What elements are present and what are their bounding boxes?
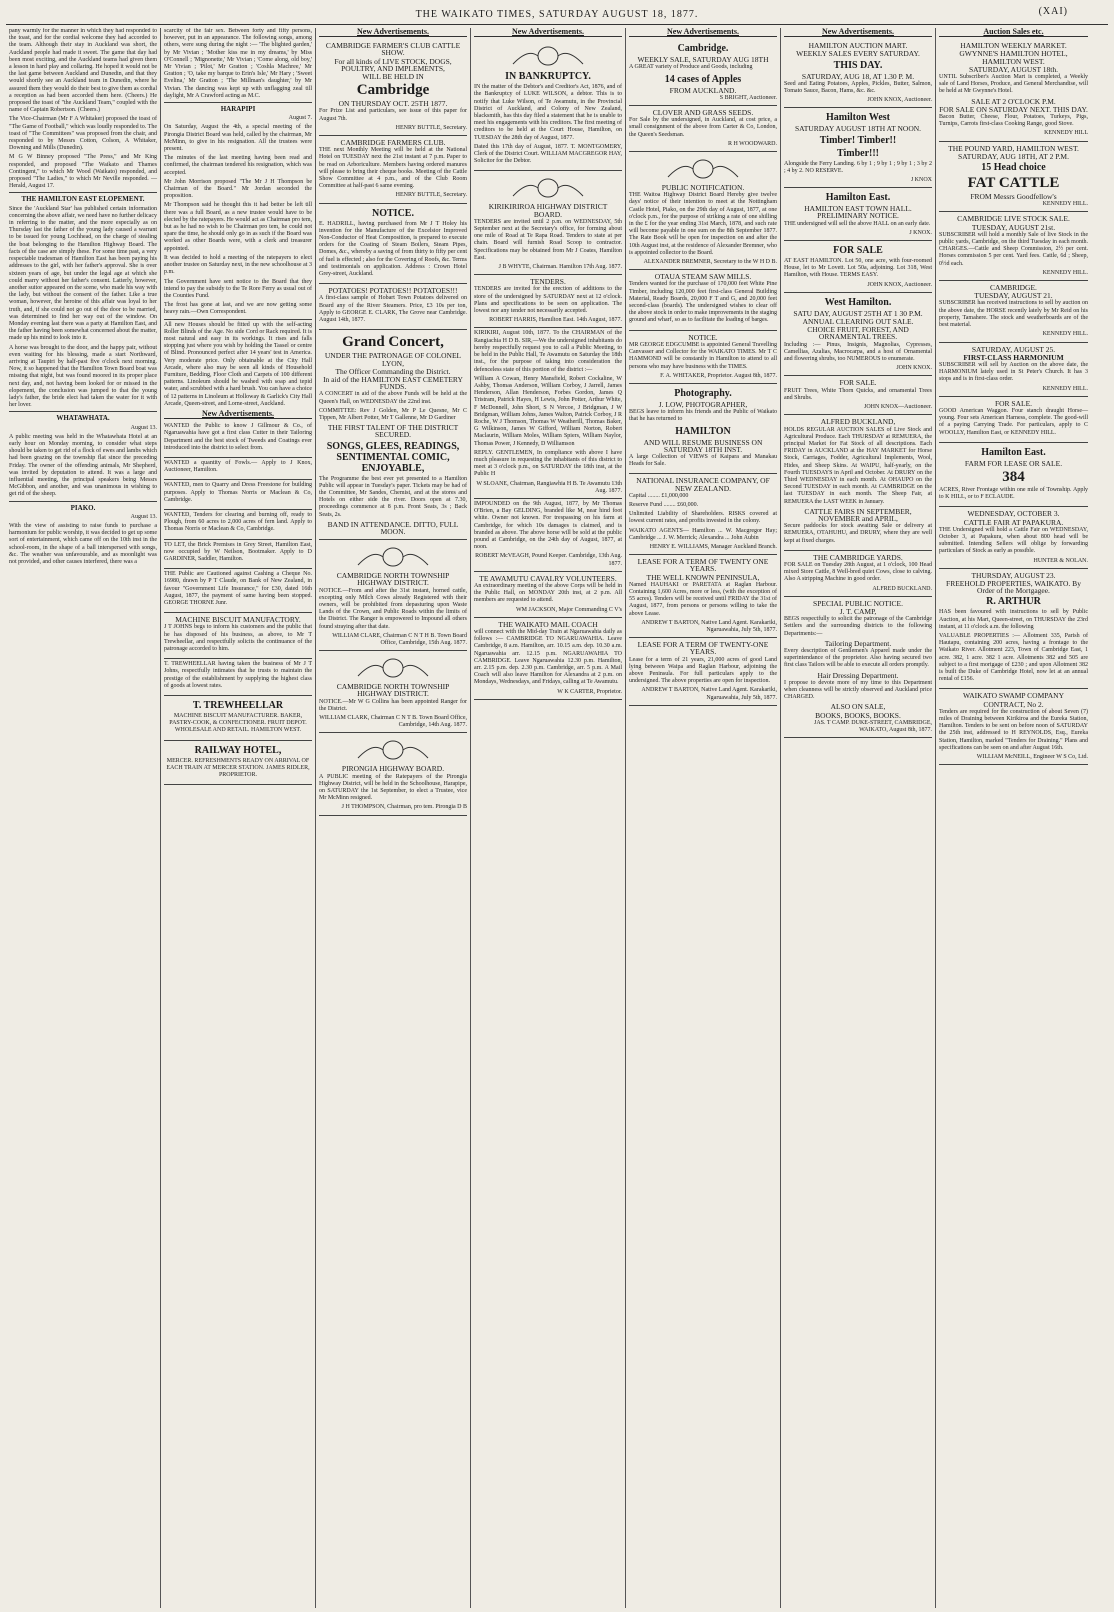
ad-title: NATIONAL INSURANCE COMPANY, OF NEW ZEALAND. [636, 476, 770, 493]
ad-heading: T. TREWHEELLAR [192, 700, 284, 712]
ad-title: FOR SALE. [994, 398, 1033, 408]
advertisement [319, 330, 467, 540]
article-date: August 7. [288, 115, 312, 122]
ad-text: J. LOW, PHOTOGRAPHER, [658, 399, 748, 409]
article-text: The minutes of the last meeting having been read and confirmed, the chairman tendered his resignation, which was accepted. [164, 155, 312, 176]
ad-text: FARM FOR LEASE OR SALE. [964, 458, 1063, 468]
article-date: August 13. [130, 513, 157, 520]
advertisement [939, 507, 1088, 568]
ad-heading: Hamilton East. [981, 446, 1046, 458]
ad-signature: WILLIAM McNEILL, Engineer W S Co, Ltd. [976, 754, 1088, 761]
column-2 [161, 28, 316, 1608]
advertisement [319, 733, 467, 815]
article-title: PIAKO. [70, 503, 96, 512]
ad-text: BEGS respectfully to solicit the patronage of the Cambridge Settlers and the surrounding districts to the following Departments:— [784, 616, 932, 637]
ad-text: REPLY. GENTLEMEN, In compliance with above I have much pleasure in requesting the inhabitants of this district to meet at 3 o'clock p.m., on SATURDAY the 18th inst, at the Public H [474, 449, 622, 478]
ad-text: WANTED, Tenders for clearing and burning off, ready to Plough, from 60 acres to 2,000 acres of fern land. Apply to Thomas Norris or Maclean & Co, Cambridge. [164, 511, 312, 533]
coat-of-arms-icon [348, 545, 438, 569]
advertisement [784, 551, 932, 597]
ad-heading: RAILWAY HOTEL, [194, 744, 282, 756]
ad-text: A GREAT variety of Produce and Goods, including [629, 64, 753, 71]
article-text: scarcity of the fair sex. Between forty and fifty persons, however, put in an appearance. The following songs, among others, were sung during the night :— 'The blighted garden,' by Mr Vivian ; 'Mother kiss me in my dreams,' by Miss O'Connell ; 'Mignonette,' Mr Vivian ; 'Come along, old boy,' Mr Vivian ; 'Pilot,' Mr Gratton ; 'Coshla Machree,' Mr Gratton ; 'O, take my barque to Erin's Isle,' Mr Hary ; 'Sweet Evelina,' Mr Gratton ; 'The Millman's daughter,' by Mr Vivian. The dancing was kept up with unflagging zeal till daylight, Mr A Crawford acting as M.C. [164, 28, 312, 99]
ad-text: will connect with the Mid-day Train at Ngaruawahia daily as follows :— CAMBRIDGE TO NGARUAWAHIA. Leave Cambridge, 8 a.m. Hamilton, arr. 10.15 a.m. dep. 10.30 a.m. Ngaruawahia arr. 12.15 p.m. NGARUAWAHIA TO CAMBRIDGE. Leave Ngaruawahia 12.30 p.m. Hamilton, arr. 2.15 p.m. dep. 2.30 p.m. Cambridge, arr. 5 p.m. A Mail Coach will also leave Hamilton for Alexandra at 2 p.m. on Mondays, Wednesdays, and Fridays, calling at Te Awamutu. [474, 629, 622, 686]
ad-title: PUBLIC NOTIFICATION. [661, 183, 745, 193]
advertisement [319, 39, 467, 136]
advertisement [629, 384, 777, 474]
ad-text: FROM AUCKLAND. [669, 85, 737, 95]
ad-heading: FAT CATTLE [967, 175, 1060, 192]
advertisement [784, 108, 932, 188]
ad-text: TUESDAY, AUGUST 21st. [971, 222, 1056, 232]
ad-title: TENDERS. [530, 277, 566, 287]
ad-signature: ALEXANDER BREMNER, Secretary to the W H D B. [643, 259, 777, 266]
advertisement [629, 39, 777, 106]
ad-text: IN the matter of the Debtor's and Creditor's Act, 1876, and of the Bankruptcy of LUKE WILSON, a debtor. This is to notify that Luke Wilson, of Te Awamutu, in the Provincial District of Auckland, and Colony of New Zealand, blacksmith, has this day filed a statement that he is unable to meet his engagements with his creditors. The first meeting of creditors to be held at the Court House, Hamilton, on TUESDAY the 28th day of August, 1877. [474, 84, 622, 141]
article-text: On Saturday, August the 4th, a special meeting of the Pirongia District Board was held, called by the chairman, Mr McMinn, to give in his resignation. All the trustees were present. [164, 124, 312, 153]
ad-signature: KENNEDY HILL. [1042, 201, 1088, 208]
ad-text: Every description of Gentlemen's Apparel made under the superintendance of the proprietor. Also having secured two first class Tailors will be able to execute all orders promptly. [784, 647, 932, 669]
advertisement [164, 741, 312, 786]
advertisement [474, 39, 622, 171]
advertisement [939, 212, 1088, 281]
ad-text: AT EAST HAMILTON. Lot 50, one acre, with four-roomed House, let to Mr Lovett. Lot 50a, adjoining. Lot 318, West Hamilton, with House. TERMS EASY. [784, 258, 932, 279]
ad-signature: KENNEDY HILL. [1042, 385, 1088, 392]
ad-text: Tenders are required for the construction of about Seven (7) miles of Draining between Kirikiroa and the Eureka Station, Hamilton. Tenders to be sent on before noon of SATURDAY the 25th inst, addressed to H REYNOLDS, Esq., Eureka Station, Hamilton, marked "Tenders for Draining." Plans and specifications can be seen on and after August 16th. [939, 708, 1088, 751]
article-text: The frost has gone at last, and we are now getting some heavy rain.—Own Correspondent. [164, 302, 312, 316]
coat-of-arms-icon [348, 738, 438, 762]
ad-heading: Hamilton West [826, 112, 890, 124]
ad-text: The Programme the best ever yet presented to a Hamilton Public will appear in Tuesday's paper. Tickets may be had of the Committee, Mr Sandes, Chemist, and at the stores and Hotels on either side the river. Doors open at 7.30, proceedings commence at 8 p.m. Front Seats, 3s ; Back Seats, 2s. [319, 475, 467, 518]
ad-signature: HENRY BUTTLE, Secretary. [395, 192, 467, 199]
ad-signature: WILLIAM CLARK, Chairman C N T B. Town Board Office, Cambridge, 14th Aug. 1877. [319, 715, 467, 729]
ad-title: PIRONGIA HIGHWAY BOARD. [341, 764, 445, 774]
ad-text: A CONCERT in aid of the above Funds will be held at the Queen's Hall, on WEDNESDAY the 22nd inst. [319, 391, 467, 405]
ad-signature: ALFRED BUCKLAND. [872, 585, 932, 592]
ad-title: CAMBRIDGE NORTH TOWNSHIP HIGHWAY DISTRICT. [336, 571, 450, 588]
advertisement [939, 569, 1088, 690]
ad-heading: Timber! Timber!! [819, 134, 897, 146]
ad-text: J T JOHNS begs to inform his customers and the public that he has disposed of his business, as above, to Mr T Trewheellar, and respectfully solicits the continuance of the patronage accorded to him. [164, 624, 312, 653]
article-text: All new Houses should be fitted up with the self-acting Roller Blinds of the Age. No side Cord or Rack required. It is most natural and easy in its workings. It rises and falls stopping just where you wish by holding the Tassel or centre of Blind. Pronounced perfect after 14 years' test in America. Very moderate price. Only obtainable at the City Hall Arcade, where also may be seen all kinds of Household Furniture, Bedding, Floor Cloth and Carpets of 100 different patterns. Linoleum should be washed with soap and tepid water, and scrubbed with a hard brush. You can have a choice of 12 patterns in Linoleum at Holloway & Garlick's City Hall Arcade, Queen-street, and Lorne-street, Auckland. [164, 321, 312, 407]
ad-heading: FIRST-CLASS HARMONIUM [963, 352, 1064, 362]
ad-text: ON THURSDAY OCT. 25TH 1877. [338, 99, 448, 109]
advertisement [474, 171, 622, 275]
article-text: Mr John Morrison proposed "The Mr J H Thompson be Chairman of the Board." Mr Jordan seconded the proposition. [164, 178, 312, 200]
ad-text: UNDER THE PATRONAGE OF COLONEL LYON, [324, 351, 462, 368]
ad-text: FRUIT Trees, White Thorn Quicks, and ornamental Trees and Shrubs. [784, 387, 932, 401]
ad-text: CHOICE FRUIT, FOREST, AND ORNAMENTAL TREES. [807, 325, 909, 342]
ad-text: A PUBLIC meeting of the Ratepayers of the Pirongia Highway District, will be held in the Schoolhouse, Harapipe, on SATURDAY the 1st September, to elect a Trustee, vice Mr McMinn resigned. [319, 773, 467, 802]
ad-text: Including :— Pinus, Insignis, Magnolias, Cypresses, Camellias, Azalias, Macrocarpa, and a host of Ornamental and flowering shrubs, too NUMEROUS to enumerate. [784, 341, 932, 363]
advertisement [629, 331, 777, 384]
ad-text: TENDERS are invited until 2 p.m. on WEDNESDAY, 5th September next at the Secretary's office, for forming about one mile of Road at Te Rapa Road. Tenders to state at per chain. Board will furnish Road Scoop to contractor. Specifications may be obtained from Mr J Coates, Hamilton East. [474, 218, 622, 261]
advertisement [319, 651, 467, 733]
ad-text: THE POUND YARD, HAMILTON WEST. [948, 143, 1079, 153]
advertisement [164, 421, 312, 458]
advertisement [474, 499, 622, 572]
article-text: The Vice-Chairman (Mr F A Whitaker) proposed the toast of "The Game of Football," which was loudly responded to. The toast of "The Committees" was proposed from the chair, and responded to by Messrs Cotton, Colson, A Whitaker, Downing and Mills (Dunedin). [9, 116, 157, 152]
ad-signature: J KNOX [910, 177, 932, 184]
ad-heading: Timber!!! [836, 147, 880, 159]
ad-text: SUBSCRIBER will sell by Auction on the above date, the HARMONIUM lately used in St Peter's Church. It has 3 stops and is in first-class order. [939, 361, 1088, 383]
masthead [6, 4, 1108, 25]
divider [164, 102, 312, 103]
article-text: Mr Thompson said he thought this it had better be left till there was a full Board, as a new trustee would have to be elected by the ratepayers. He would act as Chairman pro tem, but as he had no wish to be Chairman pro tem, he could not spare the time, he should only go in as such if the Board was worked as other Boards were, with a clerk and treasurer appointed. [164, 202, 312, 252]
column-1 [6, 28, 161, 1608]
ad-signature: W SLOANE, Chairman, Rangiawhia H B. Te Awamutu 13th Aug. 1877. [476, 480, 622, 494]
ad-title: POTATOES! POTATOES!! POTATOES!!! [328, 286, 458, 296]
advertisement [939, 343, 1088, 397]
ad-text: MERCER. REFRESHMENTS READY ON ARRIVAL OF EACH TRAIN AT MERCER STATION. JAMES RIDLER, PROPRIETOR. [166, 757, 310, 779]
ad-text: SATURDAY, AUGUST 18th. [968, 64, 1059, 74]
ad-title: SATURDAY, AUGUST 25. [971, 344, 1056, 354]
article-text: pany warmly for the manner in which they had responded to the toast, and for the cordial welcome they had accorded to the team. Although their stay in Auckland was short, the Auckland people had made it sweet. The game that day had been most exciting, and the Auckland teams had given them a lesson in hard play and collaring. He hoped it would not be the last game between Auckland and Dunedin, and that they would shortly see an Auckland team in Dunedin, where he assured them they would do their best to give them as cordial a reception as had been accorded them here. (Cheers.) He proposed the toast of "the Auckland Team," coupled with the name of Captain Robertson. (Cheers.) [9, 28, 157, 114]
ad-title: CAMBRIDGE. [990, 283, 1037, 293]
column-6 [781, 28, 936, 1608]
ad-text: AND WILL RESUME BUSINESS ON SATURDAY 18TH INST. [643, 437, 763, 454]
ad-signature: KENNEDY HILL. [1042, 331, 1088, 338]
ad-text: SATURDAY, AUG 18TH, AT 2 P.M. [958, 151, 1069, 161]
ad-text: T. TREWHEELLAR having taken the business of Mr J T Johns, respectfully intimates that he trusts to maintain the prestige of the establishment by supplying the highest class of goods at lowest rates. [164, 661, 312, 689]
ad-signature: KENNEDY HILL [1044, 130, 1088, 137]
article-text: Since the 'Auckland Star' has published certain information concerning the above affair, we need have no further delicacy in referring to the matter, and the more especially as on Thursday last the father of the young lady caused a warrant to be issued for young Lochhead, on the charge of stealing the boat belonging to the Hamilton Highway Board. The facts of the case are simply these. For some time past, a very respectable tradesman of Hamilton East has been paying his addresses to the girl, with her father's approval. She is over sixteen years of age, but under the legal age at which she could marry without her father's consent. Latterly, however, another suitor appeared on the scene, who made his way with the lady, but without the consent of the father. Like a true woman, however, the heroine of this affair was loyal to her truth, and, if she could not go out of the door to be married, was determined to find her way out of the window. On Monday evening last there was a party at Hamilton East, and the father having been somewhat concerned about the matter, made up his mind to look into it. [9, 205, 157, 342]
ad-heading: 15 Head choice [981, 162, 1046, 174]
ad-text: E. HADRILL, having purchased from Mr J T Holey his invention for the Manufacture of the Excelsior Improved Non-Conductor of Heat Composition, is prepared to execute orders for the Coating of Steam Boilers, Steam Pipes, Domes, &c., whereby a saving of from thirty to fifty per cent of fuel is effected ; also for the Covering of Roofs, &c. Terms and testimonials on application. Address : Crown Hotel Grey-street, Auckland. [319, 220, 467, 278]
article-date: August 13. [130, 424, 157, 431]
ad-signature: ROBERT HARRIS, Hamilton East. 14th August, 1877. [489, 317, 622, 324]
advertisement [474, 328, 622, 498]
ad-text: KIRIKIRI, August 10th, 1877. To the CHAIRMAN of the Rangiachia H D B. SIR,—We the undersigned inhabitants do hereby respectfully request you to call a Public Meeting, to be held in the Public Hall, Te Awamutu on Saturday the 18th inst., for the purpose of taking into consideration the defenceless state of this portion of the district :— [474, 330, 622, 373]
advertisement [629, 152, 777, 270]
ad-text: SATURDAY, AUG 18, AT 1.30 P. M. [801, 71, 915, 81]
advertisement [164, 696, 312, 741]
ad-signature: J KNOX. [909, 229, 932, 236]
ad-text: BOOKS, BOOKS, BOOKS. [815, 710, 901, 720]
ad-text: Tenders wanted for the purchase of 170,000 feet White Pine Timber, including 120,000 feet first-class General Building Material, Ready Boards, 20,000 F T and G, and 20,000 feet second-class (boards). The undersigned wishes to clear off the above stock in order to make improvements in the staging ground and wharf, so as to facilitate the loading of barges. [629, 281, 777, 324]
ad-title: LEASE FOR A TERM OF TWENTY-ONE YEARS. [637, 640, 769, 657]
ad-heading: THIS DAY. [833, 59, 883, 71]
ad-heading: Hamilton East. [825, 192, 891, 204]
section-header: New Advertisements. [319, 28, 467, 37]
ad-text: HOLDS REGULAR AUCTION SALES of Live Stock and Agricultural Produce. Each THURSDAY at REMUERA, the principal Market for Fat Stock of all descriptions. Each FRIDAY in AUCKLAND at the HAY MARKET for Horse Stock, Carriages, Fodder, Agricultural Implements, Wool, Hides, and Sheep Skins. At WAIPU, half-yearly, on the Fourth TUESDAYS in April and October. At DRURY on the Third WEDNESDAY in each month. At OHAUPO on the Second TUESDAY in each month. At CAMBRIDGE on the last TUESDAY in each month. The Sheep Fair, at REMUERA the LAST WEEK in January. [784, 426, 932, 505]
article-text: The Government have sent notice to the Board that they intend to pay the subsidy to the Te Rore Ferry as usual out of the Counties Fund. [164, 278, 312, 299]
coat-of-arms-icon [503, 176, 593, 200]
ad-signature: WILLIAM CLARE, Chairman C N T H B. Town Board Office, Cambridge, 15th Aug. 1877. [332, 632, 467, 646]
ad-text: CONTRACT, No 2. [983, 699, 1044, 709]
ad-text: COMMITTEE: Rev J Golden, Mr P Le Quesne, Mr C Tippen, Mr Albert Potter, Mr T Gallenne, Mr D Gardiner [319, 407, 467, 421]
ad-signature: WM JACKSON, Major Commanding C V's [516, 606, 622, 613]
ad-title: THE WAIKATO MAIL COACH [498, 619, 598, 629]
ad-heading: West Hamilton. [824, 296, 892, 308]
coat-of-arms-icon [503, 44, 593, 68]
ad-text: UNTIL Subscriber's Auction Mart is completed, a Weekly sale of Land Horses, Produce, and General Merchandise, will be held at Mr Gwynne's Hotel. [939, 74, 1088, 95]
advertisement [319, 540, 467, 651]
advertisement [784, 597, 932, 738]
ad-text: WEEKLY SALES EVERY SATURDAY. [796, 49, 920, 59]
ad-title: OTAUA STEAM SAW MILLS. [654, 272, 752, 282]
advertisement [319, 284, 467, 330]
ad-signature: F. A. WHITAKER, Proprietor. August 8th, 1877. [660, 372, 777, 379]
ad-text: IMPOUNDED on the 9th August, 1877, by Mr Thomas O'Brien, a Bay GELDING, branded like M, near hind foot white. Owner not known. For trespassing on his farm at Cambridge, for which 10s damages is claimed, and is branded as above. The above horse will be sold at the public pound at Cambridge, on the 24th day of August, 1877, at noon. [474, 500, 622, 551]
advertisement [164, 569, 312, 613]
ad-signature: HUNTER & NOLAN. [1033, 557, 1088, 564]
ad-text: TUESDAY, AUGUST 21. [974, 291, 1053, 301]
coat-of-arms-icon [348, 656, 438, 680]
advertisement [784, 188, 932, 241]
advertisement [629, 270, 777, 330]
ad-text: SUBSCRIBER has received instructions to sell by auction on the above date, the HORSE recently lately by Mr Reid on his property, Tamahere. The stock and weatherboards are of the best material. [939, 300, 1088, 329]
ad-title: THURSDAY, AUGUST 23. [971, 570, 1056, 580]
ad-signature: R H WOODWARD. [727, 140, 777, 147]
ad-signature: ROBERT McVEAGH, Pound Keeper. Cambridge, 13th Aug. 1877. [475, 553, 622, 567]
ad-text: CATTLE FAIR AT PAPAKURA. [963, 517, 1064, 527]
section-header: New Advertisements. [474, 28, 622, 37]
ad-signature: JOHN KNOX—Auctioneer. [864, 404, 932, 411]
ad-signature: JOHN KNOX. [896, 365, 932, 372]
ad-text: Named HAUHAKI or PARETATA at Raglan Harbour. Containing 1,600 Acres, more or less, (with the exception of 55 acres). Tenders will be received until FRIDAY the 31st of August, 1877, from persons or persons willing to take the above Lease. [629, 581, 777, 617]
ad-text: Hair Dressing Department. [817, 670, 899, 680]
ad-heading: NOTICE. [372, 207, 414, 219]
article-text: It was decided to hold a meeting of the ratepayers to elect another trustee on Saturday next, in the new schoolhouse at 3 p.m. [164, 254, 312, 276]
ad-title: SPECIAL PUBLIC NOTICE. [813, 598, 903, 608]
section-header: Auction Sales etc. [939, 28, 1088, 37]
ad-signature: HENRY E. WILLIAMS, Manager Auckland Branch. [649, 543, 777, 550]
ad-text: Bacon Butter, Cheese, Flour, Potatoes, Turkeys, Pigs, Turnips, Carrots first-class Cooking Range, good Stove. [939, 114, 1088, 128]
ad-text: WANTED a quantity of Fowls.— Apply to J Knox, Auctioneer, Hamilton. [164, 459, 312, 474]
ad-text: BEGS leave to inform his friends and the Public of Waikato that he has returned to [629, 409, 777, 423]
advertisement [164, 458, 312, 480]
ad-heading: Photography. [674, 387, 732, 399]
ad-title: KIRIKIRIROA HIGHWAY DISTRICT BOARD. [488, 202, 608, 219]
ad-heading: SONGS, GLEES, READINGS, SENTIMENTAL COMIC, ENJOYABLE, [326, 440, 460, 474]
advertisement [164, 480, 312, 510]
ad-title: FOR SALE. [839, 378, 877, 388]
advertisement [474, 275, 622, 328]
advertisement [164, 613, 312, 659]
advertisement [629, 474, 777, 555]
advertisement [164, 540, 312, 570]
advertisement [319, 136, 467, 204]
ad-signature: J H THOMPSON, Chairman, pro tem. Pirongia D B [341, 804, 467, 811]
advertisement [939, 39, 1088, 141]
ad-text: Unlimited Liability of Shareholders. RISKS covered at lowest current rates, and profits invested in the colony. [629, 511, 777, 525]
ad-title: NOTICE. [688, 332, 718, 342]
ad-title: LEASE FOR A TERM OF TWENTY ONE YEARS. [637, 557, 769, 574]
ad-text: A large Collection of VIEWS of Kaipara and Manakau Heads for Sale. [629, 453, 777, 468]
article-text: A horse was brought to the door, and the happy pair, without even waiting for his blessing, made a start Northward, arriving at Taupiri by half-past five o'clock next morning. Now, it so happened that the Hamilton Town Board boat was missing that night, but was found moored in its proper place next day, and, not having been looked for or missed in the elopement, the conclusion was jumped to that the young lady's father, the bride elect had taken the water for it with her lover. [9, 344, 157, 409]
ad-text: ALSO ON SALE, [830, 702, 886, 712]
ad-text: FOR SALE on Tuesday 28th August, at 1 o'clock, 100 Head mixed Store Cattle, 8 Well-bred quiet Cows, close to calving. Also A stripping Machine in good order. [784, 561, 932, 583]
ad-title: HAMILTON WEEKLY MARKET. [960, 41, 1067, 51]
ad-signature: JAS. T CAMP. DUKE-STREET, CAMBRIDGE, WAIKATO, August 8th, 1877. [813, 719, 932, 734]
ad-text: For all kinds of LIVE STOCK, DOGS, POULTRY, AND IMPLEMENTS, [334, 56, 452, 73]
advertisement [629, 555, 777, 638]
ad-heading: HAMILTON [675, 425, 731, 437]
ad-heading: FOR SALE [833, 245, 883, 257]
advertisement [474, 572, 622, 618]
ad-text: THE Public are Cautioned against Cashing a Cheque No. 16980, drawn by P T Claude, on Bank of New Zealand, in favour "Government Life Insurance," for £30, dated 16th August, 1877, the payment of same having been stopped. GEORGE THORNE Junr. [164, 571, 312, 607]
ad-text: WEEKLY SALE, SATURDAY AUG 18TH [637, 55, 769, 65]
article-text: With the view of assisting to raise funds to purchase a harmonium for public worship, it was decided to get up some sort of entertainment, which came off on the 10th inst in the school-room, in the shape of a ball interspersed with songs, &c. The weather was unfavourable, and as moonlight was not provided, and other causes interfered, there was a [9, 523, 157, 566]
ad-text: Alongside the Ferry Landing. 6 by 1 ; 9 by 1 ; 9 by 1 ; 3 by 2 ; 4 by 2. NO RESERVE. [784, 160, 932, 174]
ad-text: I propose to devote more of my time to this Department when cleanness will be strictly observed and Auckland price CHARGED. [784, 679, 932, 701]
ad-title: CLOVER AND GRASS SEEDS. [652, 108, 754, 118]
ad-text: William A Cowan, Henry Mansfield, Robert Cockaline, W Ashby, Thomas Anderson, William Corboy, J Jarrell, James Henderson, Allan Henderson, Forbes Gordon, James Q Tristram, Patrick Hayes, H Lewis, John Potter, Arthur White, F McDonnell, John Short, S N Vercoe, J Bridgman, J W Bridgman, William Johns, James Walton, Patrick Corboy, J R Roche, W J Thomson, Thomas W Weatherill, Thomas Baker, G Wilkinson, James W Gifford, William Norton, Robert Maclaurin, William Moles, William Spiers, William Naylor, Thomas Power, J Kennedy, D Williamson [474, 375, 622, 447]
ad-text: THE Waitoa Highway District Board Hereby give twelve days' notice of their intention to meet at the Nottingham Castle Hotel, Piako, on the 29th day of August, 1877, at one o'clock p.m., for the purpose of striking a rate of one shilling in the £ for the year ending 31st March, 1878, and such rate will become payable in one sum on the 8th September 1877. The Rate Book will be open for inspection on and after the 10th August inst, at the residence of Alexander Bremner, who is appointed collector to the Board. [629, 192, 777, 256]
advertisement [784, 293, 932, 377]
ad-text: TENDERS are invited for the erection of additions to the store of the undersigned by SATURDAY next at 12 o'clock. Plans and specifications to be seen on application. The lowest nor any tender not necessarily accepted. [474, 286, 622, 315]
ad-text: FREEHOLD PROPERTIES, WAIKATO. By Order of the Mortgagee. [946, 578, 1081, 596]
ad-text: ACRES, River Frontage within one mile of Township. Apply to K HILL, or to F ECLAUDE. [939, 486, 1088, 501]
advertisement [629, 638, 777, 706]
ad-heading: Grand Concert, [342, 334, 444, 351]
article-title: WHATAWHATA. [56, 414, 110, 423]
ad-text: TO LET, the Brick Premises in Grey Street, Hamilton East, now occupied by W Neilson, Bootmaker. Apply to D GARDINER, Saddler, Hamilton. [164, 541, 312, 562]
advertisement [164, 510, 312, 540]
ad-text: SATU DAY, AUGUST 25TH AT 1 30 P.M. [793, 308, 923, 318]
ad-text: THE WELL KNOWN PENINSULA, [646, 572, 760, 582]
advertisement [939, 142, 1088, 213]
ad-title: THE CAMBRIDGE YARDS. [813, 552, 903, 562]
column-4 [471, 28, 626, 1608]
ad-signature: S BRIGHT, Auctioneer. [719, 94, 777, 101]
ad-signature: JOHN KNOX, Auctioneer. [867, 281, 932, 288]
ad-text: Seed and Eating Potatoes, Apples, Pickles, Butter, Salmon, Tomato Sauce, Bacon, Hams, &c. &c. [784, 80, 932, 95]
ad-text: THE FIRST TALENT OF THE DISTRICT SECURED. [327, 423, 459, 440]
ad-text: Tailoring Department. [824, 638, 892, 648]
ad-signature: Dated this 17th day of August, 1877. T. MONTGOMERY, Clerk of the District Court. WILLIAM MACGREGOR HAY, Solicitor for the Debtor. [474, 143, 622, 165]
ad-text: HAS been favoured with instructions to sell by Public Auction, at his Mart, Queen-street, on THURSDAY the 23rd instant, at 11 o'clock a.m. the following [939, 609, 1088, 630]
section-header: New Advertisements. [784, 28, 932, 37]
ad-text: THE next Monthly Meeting will be held at the National Hotel on TUESDAY next the 21st instant at 7 p.m. Paper to be read on Arboriculture. Members having ordered manures will please to bring their cheque books. Meeting of the Cattle Show Committee at 4 p.m., and of the Club Room Committee at half-past 6 same evening. [319, 147, 467, 190]
ad-text: SATURDAY AUGUST 18TH AT NOON. [794, 124, 922, 134]
ad-text: WAIKATO AGENTS— Hamilton ... W. Macgregor Hay; Cambridge ... J. W. Merrick; Alexandra ... John Aubin [629, 527, 777, 541]
advertisement [939, 281, 1088, 342]
ad-text: An extraordinary meeting of the above Corps will be held in the Public Hall, on MONDAY 20th inst, at 2 p.m. All members are requested to attend. [474, 582, 622, 604]
ad-title: ALFRED BUCKLAND, [820, 417, 896, 427]
ad-text: SALE AT 2 O'CLOCK P.M. [971, 96, 1056, 106]
advertisement [784, 376, 932, 415]
ad-title: CAMBRIDGE FARMER'S CLUB CATTLE SHOW. [325, 41, 461, 58]
advertisement [629, 106, 777, 152]
article-title: THE HAMILTON EAST ELOPEMENT. [21, 195, 145, 204]
ad-text: For Prize List and particulars, see issue of this paper for August 7th. [319, 108, 467, 122]
ad-text: Secure paddocks for stock awaiting Sale or delivery at REMUERA, OTAHUHU, and DRURY, where they are well kept at fixed charges. [784, 523, 932, 544]
coat-of-arms-icon [658, 157, 748, 181]
ad-title: WAIKATO SWAMP COMPANY [963, 691, 1064, 701]
divider [9, 192, 157, 193]
ad-signature: JOHN KNOX, Auctioneer. [867, 97, 932, 104]
ad-text: J. T. CAMP, [839, 606, 877, 616]
advertisement [939, 397, 1088, 443]
ad-text: Reserve Fund ........ £60,000. [629, 501, 699, 508]
divider [9, 501, 157, 502]
column-5 [626, 28, 781, 1608]
masthead-title: THE WAIKATO TIMES, SATURDAY AUGUST 18, 1877. [415, 8, 699, 20]
ad-signature: ANDREW T BARTON, Native Land Agent. Karakariki, Ngaruawahia, July 5th, 1877. [641, 619, 777, 633]
ad-heading: R. ARTHUR [986, 596, 1041, 608]
ad-heading: Cambridge. [677, 43, 729, 55]
ad-text: THE undersigned will sell the above HALL on an early date. [784, 220, 931, 227]
ad-text: CATTLE FAIRS IN SEPTEMBER, NOVEMBER and APRIL, [804, 506, 912, 523]
ad-text: NOTICE.—Mr W G Collins has been appointed Ranger for the District. [319, 698, 467, 712]
column-3 [316, 28, 471, 1608]
page-number: (XAI) [1038, 6, 1068, 17]
ad-text: For Sale by the undersigned, in Auckland, at cost price, a small consignment of the above from Carter & Co, London, the Queen's Seedsman. [629, 117, 777, 138]
ad-text: FOR SALE ON SATURDAY NEXT. THIS DAY. [939, 104, 1088, 114]
ad-text: VALUABLE PROPERTIES :— Allotment 335, Parish of Hautapu, containing 200 acres, having a frontage to the Waikato River. Allotment 223, Town of Cambridge East, 1 acre. 382, 1 acre. 382 1 acre. Allotments 382 and 505 are subject to a first mortgage of £230 ; and upon Allotment 382 is built the Duke of Cambridge Hotel, now let at an annual rental of £156. [939, 632, 1088, 683]
ad-heading: 384 [1002, 468, 1025, 485]
ad-text: ANNUAL CLEARING OUT SALE. [802, 317, 914, 327]
article-text: A public meeting was held in the Whatawhata Hotel at an early hour on Monday morning, to consider what steps should be taken to get rid of a flock of ewes and lambs which had been grazing on the township flat since the preceding Friday. The owner of the offending animals, Mr Shepherd, was invited by deputation to attend. It was a large and influential meeting, the principal speakers being Messrs McGibbon, and another, and was unanimous in wishing to get rid of the sheep. [9, 433, 157, 498]
column-7 [936, 28, 1091, 1608]
divider [9, 411, 157, 412]
ad-text: WILL BE HELD IN [362, 72, 424, 82]
advertisement [474, 618, 622, 700]
ad-signature: J B WHYTE, Chairman. Hamilton 17th Aug. 1877. [498, 264, 622, 271]
divider [164, 319, 312, 320]
ad-text: WANTED, men to Quarry and Dress Freestone for building purposes. Apply to Thomas Norris or Maclean & Co, Cambridge. [164, 482, 312, 503]
advertisement [319, 204, 467, 285]
ad-text: GWYNNE'S HAMILTON HOTEL, HAMILTON WEST. [959, 49, 1068, 66]
advertisement [939, 443, 1088, 508]
ad-signature: ANDREW T BARTON, Native Land Agent. Karakariki, Ngaruawahia, July 5th, 1877. [641, 687, 777, 701]
ad-signature: W K CARTER, Proprietor. [557, 688, 622, 695]
ad-text: BAND IN ATTENDANCE. DITTO, FULL MOON. [327, 519, 459, 536]
ad-text: MR GEORGE EDGCUMBE is appointed General Travelling Canvasser and Collector for the WAIKATO TIMES. Mr T C HAMMOND will be constantly in Hamilton to attend to all persons who may have business with the TIMES. [629, 341, 777, 370]
advertisement [784, 241, 932, 293]
article-title: HARAPIPI [220, 105, 256, 114]
ad-text: The Officer Commanding the District. [335, 366, 451, 376]
ad-text: In aid of the HAMILTON EAST CEMETERY FUNDS. [323, 374, 463, 392]
article-text: M G W Binney proposed "The Press," and Mr King responded, and proposed "The Waikato and Thames Contingent," to which Mr Wood (Waikato) responded, and proposed "The Ladies," to which Mr Neville responded. — Herald, August 17. [9, 154, 157, 190]
ad-text: WANTED the Public to know J Gillmour & Co., of Ngaruawahia have got a first class Cutter in their Tailoring Department and the best stock of Tweeds and Coatings ever introduced into the district to select from. [164, 423, 312, 451]
ad-text: GOOD American Waggon. Four stanch draught Horse—young. Four sets American Harness, complete. The good-will of a paying Carrying Trade. For particulars, apply to C WOOLLY, Hamilton East, or KENNEDY HILL. [939, 407, 1088, 436]
ad-heading: IN BANKRUPTCY. [505, 71, 591, 83]
ad-text: THE Undersigned will hold a Cattle Fair on WEDNESDAY, October 3, at Papakura, when about 800 head will be submitted. Intending Sellers will oblige by forwarding particulars of Stock as early as possible. [939, 526, 1088, 555]
ad-text: HAMILTON EAST TOWN HALL. PRELIMINARY NOTICE. [804, 204, 912, 221]
ad-text: FROM Messrs Goodfellow's [970, 192, 1057, 202]
ad-title: MACHINE BISCUIT MANUFACTORY. [175, 615, 301, 625]
ad-text: Capital ........ £1,000,000 [629, 492, 689, 499]
ad-heading: 14 cases of Apples [664, 73, 742, 85]
ad-title: CAMBRIDGE FARMERS CLUB. [340, 138, 446, 148]
advertisement [939, 689, 1088, 765]
ad-signature: KENNEDY HILL. [1042, 269, 1088, 276]
ad-title: WEDNESDAY, OCTOBER 3. [967, 509, 1060, 519]
ad-text: A first-class sample of Hobart Town Potatoes delivered on Board any of the River Steamers. Price, £3 10s per ton, Apply to GEORGE E. CLARK, The Grove near Cambridge. August 14th, 1877. [319, 295, 467, 324]
ad-text: SUBSCRIBER will hold a monthly Sale of live Stock in the public yards, Cambridge, on the third Tuesday in each month. CHARGES.—Cattle and Sheep Commission, 2½ per cent. Horses commission 5 per cent. Yard fees. Cattle, 6d ; Sheep, 0½d each. [939, 231, 1088, 267]
ad-title: CAMBRIDGE NORTH TOWNSHIP HIGHWAY DISTRICT. [336, 682, 450, 699]
ad-text: Lease for a term of 21 years, 21,000 acres of good Land lying between Waipa and Raglan Harbour, adjoining the above Peninsula. For full particulars apply to the undersigned. The above properties are open for inspection. [629, 656, 777, 685]
columns [6, 28, 1108, 1608]
ad-signature: HENRY BUTTLE, Secretary. [395, 124, 467, 131]
ad-heading: Cambridge [356, 82, 430, 99]
advertisement [784, 415, 932, 550]
ad-title: TE AWAMUTU CAVALRY VOLUNTEERS. [479, 573, 617, 583]
ad-text: MACHINE BISCUIT MANUFACTURER. BAKER, PASTRY-COOK, & CONFECTIONER. FRUIT DEPOT. WHOLESALE AND RETAIL. HAMILTON WEST. [169, 713, 307, 734]
ad-title: HAMILTON AUCTION MART. [808, 41, 908, 51]
advertisement [784, 39, 932, 108]
section-header: New Advertisements. [164, 410, 312, 419]
section-header: New Advertisements. [629, 28, 777, 37]
ad-title: CAMBRIDGE LIVE STOCK SALE. [957, 214, 1070, 224]
advertisement [164, 659, 312, 696]
ad-text: NOTICE.—From and after the 31st instant, horned cattle, excepting only Milch Cows already Registered with their owners, will be prohibited from depasturing upon Waste Lands of the Crown, and Public Roads within the limits of the District. The Ranger is empowered to Impound all others found straying after that date. [319, 587, 467, 630]
